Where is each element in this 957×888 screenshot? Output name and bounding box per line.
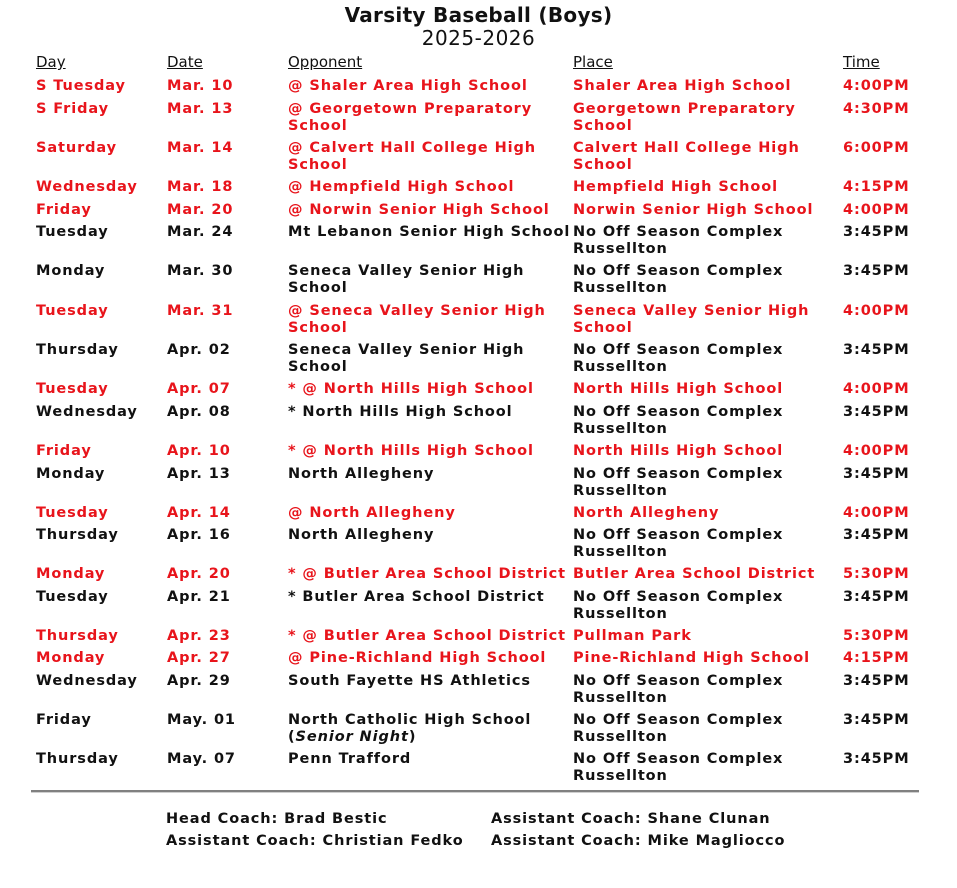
game-opponent: @ Seneca Valley Senior High School [288,303,546,336]
game-place: No Off Season Complex Russellton [573,751,784,784]
game-day: Monday [36,650,106,666]
season-label: 2025-2026 [421,26,536,50]
game-day: S Friday [36,101,109,117]
game-place: Hempfield High School [573,179,778,195]
game-time: 5:30PM [843,566,910,582]
game-place: No Off Season Complex Russellton [573,712,784,745]
game-place: Pullman Park [573,628,692,644]
game-time: 4:15PM [843,650,910,666]
game-date: May. 01 [167,712,236,728]
game-opponent: * @ Butler Area School District [288,628,566,644]
header-date: Date [167,53,203,71]
game-time: 3:45PM [843,751,910,767]
game-time: 3:45PM [843,589,910,605]
game-time: 3:45PM [843,673,910,689]
game-time: 3:45PM [843,224,910,240]
game-day: S Tuesday [36,78,126,94]
game-time: 4:00PM [843,443,910,459]
game-opponent: @ North Allegheny [288,505,456,521]
game-opponent: * North Hills High School [288,404,513,420]
game-date: Apr. 08 [167,404,231,420]
header-time: Time [843,53,880,71]
game-time: 6:00PM [843,140,910,156]
game-date: Apr. 16 [167,527,231,543]
head-coach: Head Coach: Brad Bestic [166,811,388,827]
game-opponent: * @ North Hills High School [288,381,534,397]
assistant-coach-2: Assistant Coach: Christian Fedko [166,833,464,849]
game-opponent: * @ North Hills High School [288,443,534,459]
game-place: Pine-Richland High School [573,650,810,666]
game-time: 4:00PM [843,505,910,521]
game-place: Norwin Senior High School [573,202,814,218]
senior-night-note: Senior Night [295,729,409,745]
game-opponent: Seneca Valley Senior High School [288,342,525,375]
game-day: Friday [36,443,92,459]
game-date: Apr. 14 [167,505,231,521]
game-time: 3:45PM [843,263,910,279]
game-opponent: @ Shaler Area High School [288,78,528,94]
schedule-title: Varsity Baseball (Boys) [344,3,613,27]
game-opponent: North Allegheny [288,466,435,482]
game-place: Shaler Area High School [573,78,792,94]
game-opponent: North Catholic High School (Senior Night) [288,712,532,745]
game-day: Monday [36,263,106,279]
game-place: No Off Season Complex Russellton [573,224,784,257]
game-place: No Off Season Complex Russellton [573,263,784,296]
game-day: Friday [36,712,92,728]
header-day: Day [36,53,66,71]
game-date: Mar. 18 [167,179,234,195]
game-time: 3:45PM [843,712,910,728]
game-place: Butler Area School District [573,566,816,582]
game-date: Mar. 20 [167,202,234,218]
game-opponent: North Allegheny [288,527,435,543]
game-place: No Off Season Complex Russellton [573,589,784,622]
game-place: Georgetown Preparatory School [573,101,796,134]
game-day: Tuesday [36,505,109,521]
assistant-coach-3: Assistant Coach: Mike Magliocco [491,833,786,849]
header-opponent: Opponent [288,53,363,71]
game-time: 3:45PM [843,342,910,358]
game-day: Tuesday [36,589,109,605]
game-day: Thursday [36,628,119,644]
game-opponent: Penn Trafford [288,751,412,767]
game-time: 3:45PM [843,466,910,482]
game-opponent: @ Pine-Richland High School [288,650,547,666]
game-date: Apr. 20 [167,566,231,582]
game-day: Wednesday [36,404,138,420]
game-time: 4:00PM [843,202,910,218]
game-date: Mar. 13 [167,101,234,117]
game-date: Apr. 07 [167,381,231,397]
game-opponent: * Butler Area School District [288,589,545,605]
game-time: 4:00PM [843,381,910,397]
game-opponent: Seneca Valley Senior High School [288,263,525,296]
game-day: Monday [36,566,106,582]
game-opponent: @ Calvert Hall College High School [288,140,537,173]
game-day: Thursday [36,751,119,767]
game-day: Tuesday [36,381,109,397]
game-place: North Hills High School [573,443,784,459]
game-time: 3:45PM [843,527,910,543]
game-time: 4:00PM [843,303,910,319]
game-place: No Off Season Complex Russellton [573,466,784,499]
game-place: North Hills High School [573,381,784,397]
game-place: No Off Season Complex Russellton [573,342,784,375]
game-opponent: South Fayette HS Athletics [288,673,531,689]
game-day: Wednesday [36,673,138,689]
game-place: No Off Season Complex Russellton [573,404,784,437]
game-day: Friday [36,202,92,218]
assistant-coach-1: Assistant Coach: Shane Clunan [491,811,771,827]
game-day: Wednesday [36,179,138,195]
header-place: Place [573,53,613,71]
game-day: Monday [36,466,106,482]
game-date: Mar. 31 [167,303,234,319]
game-date: Mar. 24 [167,224,234,240]
game-day: Tuesday [36,224,109,240]
game-day: Saturday [36,140,118,156]
game-date: Mar. 10 [167,78,234,94]
game-time: 4:30PM [843,101,910,117]
game-opponent: @ Georgetown Preparatory School [288,101,533,134]
game-date: Mar. 30 [167,263,234,279]
game-date: May. 07 [167,751,236,767]
game-time: 4:00PM [843,78,910,94]
game-date: Apr. 02 [167,342,231,358]
game-date: Mar. 14 [167,140,234,156]
game-date: Apr. 29 [167,673,231,689]
game-day: Tuesday [36,303,109,319]
game-date: Apr. 10 [167,443,231,459]
game-time: 3:45PM [843,404,910,420]
game-time: 4:15PM [843,179,910,195]
game-opponent: @ Norwin Senior High School [288,202,550,218]
game-place: North Allegheny [573,505,720,521]
game-opponent-name: North Catholic High School [288,712,532,728]
game-day: Thursday [36,342,119,358]
game-opponent: Mt Lebanon Senior High School [288,224,571,240]
game-place: No Off Season Complex Russellton [573,673,784,706]
game-date: Apr. 27 [167,650,231,666]
game-date: Apr. 13 [167,466,231,482]
game-day: Thursday [36,527,119,543]
game-place: Calvert Hall College High School [573,140,800,173]
game-opponent: @ Hempfield High School [288,179,515,195]
game-date: Apr. 21 [167,589,231,605]
game-place: Seneca Valley Senior High School [573,303,810,336]
game-place: No Off Season Complex Russellton [573,527,784,560]
game-date: Apr. 23 [167,628,231,644]
game-opponent: * @ Butler Area School District [288,566,566,582]
footer-divider [31,790,919,793]
game-time: 5:30PM [843,628,910,644]
